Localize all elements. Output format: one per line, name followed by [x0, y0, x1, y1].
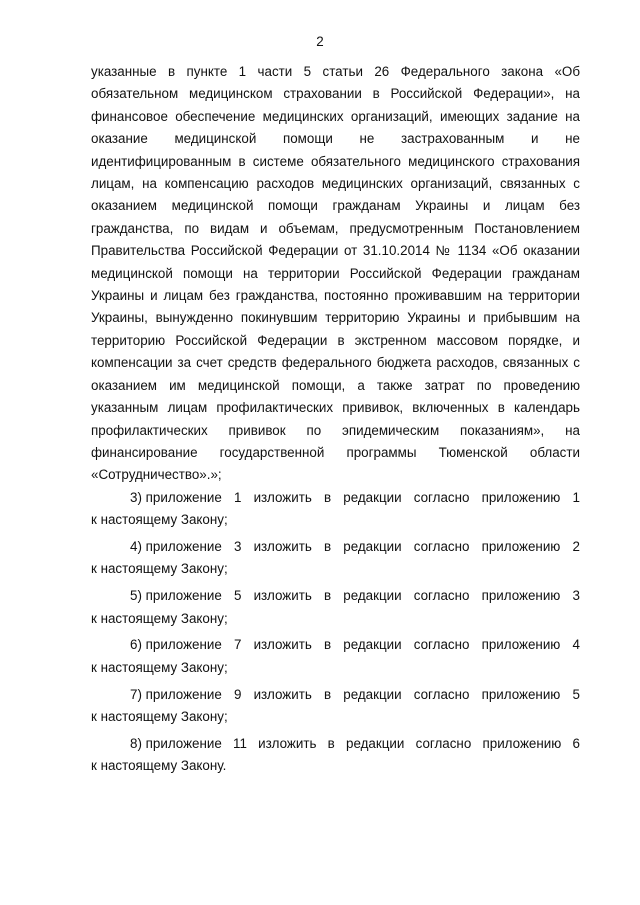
amendment-word: изложить	[253, 637, 312, 653]
amendment-word: редакции	[343, 637, 402, 653]
annex-number: 3	[233, 538, 242, 554]
amendment-word: изложить	[253, 489, 312, 505]
amendment-word: согласно	[413, 489, 470, 505]
amendment-word: в	[323, 588, 332, 604]
amendment-word: согласно	[413, 538, 470, 554]
amendment-word: согласно	[413, 686, 470, 702]
amendment-word: в	[327, 735, 335, 751]
amendment-word: приложению	[481, 637, 561, 653]
amendment-number: 4) приложение	[130, 538, 222, 554]
target-annex-number: 5	[572, 686, 580, 702]
amendment-word: согласно	[413, 637, 470, 653]
amendment-word: согласно	[413, 588, 470, 604]
annex-number: 11	[233, 735, 247, 751]
target-annex-number: 1	[572, 489, 580, 505]
amendment-tail: к настоящему Закону;	[91, 512, 228, 528]
amendment-tail: к настоящему Закону;	[91, 659, 228, 675]
amendment-word: изложить	[253, 686, 312, 702]
amendment-line	[130, 733, 580, 755]
amendment-line	[130, 487, 580, 509]
amendment-word: приложению	[481, 538, 561, 554]
document-body	[91, 61, 580, 782]
amendment-number: 7) приложение	[130, 686, 222, 702]
amendment-word: изложить	[253, 588, 312, 604]
amendment-word: в	[323, 686, 332, 702]
amendment-word: в	[323, 637, 332, 653]
amendment-item-8	[91, 733, 580, 778]
amendment-word: приложению	[481, 489, 561, 505]
amendment-item-4	[91, 536, 580, 581]
amendment-line	[130, 585, 580, 607]
amendment-number: 5) приложение	[130, 588, 222, 604]
amendment-number: 3) приложение	[130, 489, 222, 505]
target-annex-number: 3	[572, 588, 580, 604]
amendment-tail: к настоящему Закону;	[91, 708, 228, 724]
annex-number: 7	[233, 637, 242, 653]
amendment-word: в	[323, 489, 332, 505]
amendment-item-5	[91, 585, 580, 630]
amendment-number: 6) приложение	[130, 637, 222, 653]
amendment-item-7	[91, 684, 580, 729]
annex-number: 1	[233, 489, 242, 505]
paragraph-main: указанные в пункте 1 части 5 статьи 26 Федерального закона «Об обязательном медицинском страховании в Российской Федерации», на финансовое обеспечение медицинских организаций, имеющих задание на оказание медицинской помощи не застрахованным и не идентифицированным в системе обязательного медицинского страхования лицам, на компенсацию расходов медицинских организаций, связанных с оказанием медицинской помощи гражданам Украины и лицам без гражданства, по видам и объемам, предусмотренным Постановлением Правительства Российской Федерации от 31.10.2014 № 1134 «Об оказании медицинской помощи на территории Российской Федерации гражданам Украины и лицам без гражданства, постоянно проживавшим на территории Украины, вынужденно покинувшим территорию Украины и прибывшим на территорию Российской Федерации в экстренном массовом порядке, и компенсации за счет средств федерального бюджета расходов, связанных с оказанием им медицинской помощи, а также затрат по проведению указанным лицам профилактических прививок, включенных в календарь профилактических прививок по эпидемическим показаниям», на финансирование государственной программы Тюменской области «Сотрудничество».»;	[91, 64, 580, 483]
target-annex-number: 2	[572, 538, 580, 554]
amendment-word: редакции	[343, 538, 402, 554]
amendment-word: приложению	[481, 588, 561, 604]
amendment-word: изложить	[253, 538, 312, 554]
amendment-item-3	[91, 487, 580, 532]
amendment-word: приложению	[482, 735, 562, 751]
amendment-word: приложению	[481, 686, 561, 702]
amendment-number: 8) приложение	[130, 735, 222, 751]
amendment-word: согласно	[415, 735, 472, 751]
target-annex-number: 4	[572, 637, 580, 653]
amendment-tail: к настоящему Закону;	[91, 561, 228, 577]
amendment-word: в	[323, 538, 332, 554]
amendment-word: редакции	[343, 686, 402, 702]
amendment-line	[130, 684, 580, 706]
amendment-tail: к настоящему Закону.	[91, 758, 227, 774]
annex-number: 5	[233, 588, 242, 604]
annex-number: 9	[233, 686, 242, 702]
amendment-word: редакции	[343, 489, 402, 505]
amendment-word: изложить	[258, 735, 317, 751]
amendment-line	[130, 536, 580, 558]
amendment-word: редакции	[343, 588, 402, 604]
page-number: 2	[316, 34, 324, 49]
target-annex-number: 6	[572, 735, 580, 751]
amendment-item-6	[91, 634, 580, 679]
amendment-tail: к настоящему Закону;	[91, 610, 228, 626]
amendment-line	[130, 634, 580, 656]
amendment-word: редакции	[346, 735, 405, 751]
